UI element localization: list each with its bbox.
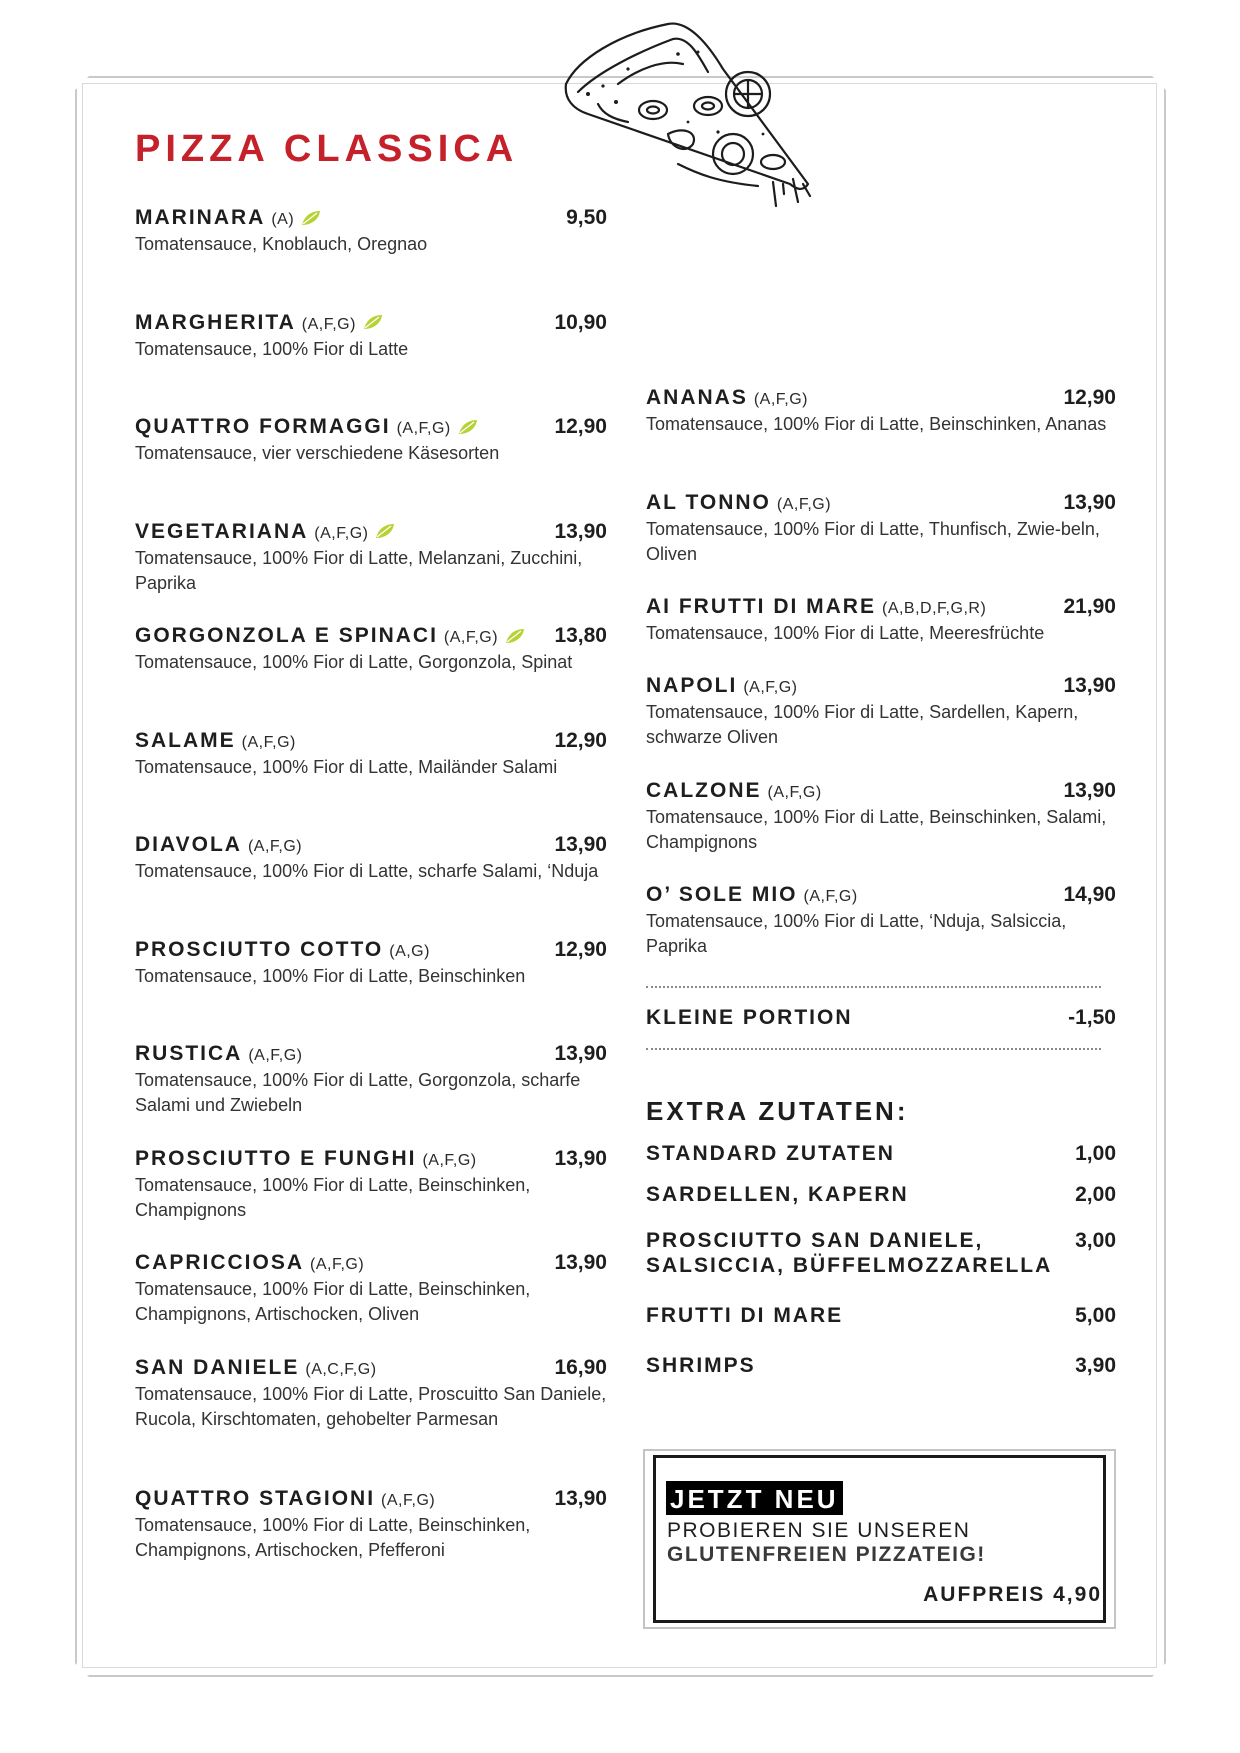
- promo-text: [667, 1519, 986, 1567]
- pizza-slice-illustration: [558, 14, 854, 214]
- menu-item-description: Tomatensauce, 100% Fior di Latte, Proscuitto San Daniele, Rucola, Kirschtomaten, gehobelter Parmesan: [135, 1383, 607, 1429]
- menu-item: [135, 936, 607, 1041]
- menu-item-price: 13,90: [554, 1251, 607, 1274]
- menu-item-name: MARINARA: [135, 206, 266, 229]
- menu-item-name: AI FRUTTI DI MARE: [646, 595, 876, 618]
- menu-item-header: [646, 881, 1116, 909]
- menu-item-allergens: (A,F,G): [743, 679, 798, 696]
- menu-item-name: AL TONNO: [646, 490, 771, 514]
- menu-item-allergens: (A,F,G): [396, 420, 451, 437]
- menu-item-name: SALAME: [135, 728, 236, 752]
- menu-item-header: [135, 622, 607, 650]
- menu-item-header: [135, 1145, 607, 1173]
- menu-item-allergens: (A,F,G): [248, 1047, 303, 1064]
- menu-title: PIZZA CLASSICA: [135, 128, 519, 170]
- menu-item-header: [646, 777, 1116, 805]
- promo-badge: JETZT NEU: [666, 1481, 843, 1515]
- menu-item-description: Tomatensauce, 100% Fior di Latte, Thunfisch, Zwie-beln, Oliven: [646, 518, 1100, 564]
- menu-item-name: PROSCIUTTO COTTO: [135, 937, 384, 961]
- small-portion-label: KLEINE PORTION: [646, 1005, 853, 1029]
- menu-item-description: Tomatensauce, 100% Fior di Latte, Beinschinken, Salami, Champignons: [646, 806, 1107, 852]
- menu-item-description: Tomatensauce, 100% Fior di Latte, Sardellen, Kapern, schwarze Oliven: [646, 702, 1079, 747]
- menu-item-header: [135, 1354, 607, 1382]
- menu-item: [646, 881, 1116, 986]
- menu-item-allergens: (A,F,G): [767, 783, 822, 801]
- menu-item-price: 13,90: [554, 1146, 607, 1170]
- menu-item-name: RUSTICA: [135, 1042, 243, 1065]
- menu-item-price: 13,90: [554, 1042, 607, 1065]
- menu-item-allergens: (A,F,G): [776, 495, 832, 513]
- menu-item-allergens: (A,F,G): [314, 524, 369, 542]
- menu-item-description: Tomatensauce, 100% Fior di Latte, Beinschinken, Champignons: [135, 1174, 531, 1220]
- menu-item: [135, 309, 607, 414]
- menu-item-description: Tomatensauce, 100% Fior di Latte: [135, 338, 409, 359]
- menu-item-name: VEGETARIANA: [135, 519, 309, 543]
- leaf-icon: [300, 209, 322, 227]
- menu-item-header: [135, 936, 607, 964]
- menu-item: [135, 204, 607, 309]
- menu-item-description: Tomatensauce, 100% Fior di Latte, Beinschinken: [135, 965, 526, 986]
- promo-line-1: PROBIEREN SIE UNSEREN: [667, 1519, 971, 1542]
- menu-item-price: 10,90: [554, 310, 607, 334]
- menu-item-allergens: (A,F,G): [247, 838, 303, 855]
- menu-item-header: [135, 413, 607, 441]
- menu-item: [646, 672, 1116, 777]
- menu-item-allergens: (A,F,G): [301, 315, 356, 333]
- promo-line-2: GLUTENFREIEN PIZZATEIG!: [667, 1543, 986, 1566]
- menu-item: [646, 489, 1116, 594]
- extra-row: [646, 1303, 1116, 1353]
- menu-item-description: Tomatensauce, 100% Fior di Latte, Meeresfrüchte: [646, 623, 1045, 643]
- menu-item-price: 13,90: [1063, 674, 1116, 697]
- menu-item-allergens: (A): [271, 211, 295, 228]
- menu-item: [135, 831, 607, 936]
- menu-item-price: 12,90: [554, 937, 607, 961]
- menu-item-name: ANANAS: [646, 386, 748, 409]
- menu-item-price: 16,90: [554, 1355, 607, 1379]
- menu-item-price: 13,90: [1063, 778, 1116, 802]
- menu-item-description: Tomatensauce, 100% Fior di Latte, ‘Nduja, Salsiccia, Paprika: [646, 911, 1067, 956]
- menu-item-name: O’ SOLE MIO: [646, 883, 798, 906]
- menu-item-name: MARGHERITA: [135, 310, 296, 334]
- menu-item-header: [135, 831, 607, 859]
- menu-item-description: Tomatensauce, 100% Fior di Latte, Melanzani, Zucchini, Paprika: [135, 547, 583, 593]
- extra-label: FRUTTI DI MARE: [646, 1303, 844, 1327]
- right-menu-column: [646, 384, 1116, 1393]
- menu-item-allergens: (A,F,G): [443, 629, 499, 646]
- menu-item-price: 9,50: [566, 206, 607, 229]
- small-portion-price: -1,50: [1068, 1005, 1116, 1029]
- extra-price: 1,00: [1075, 1141, 1116, 1165]
- extra-price: 3,90: [1075, 1353, 1116, 1377]
- extra-price: 2,00: [1075, 1182, 1116, 1206]
- menu-item-header: [135, 1040, 607, 1068]
- promo-price: AUFPREIS 4,90: [923, 1583, 1102, 1606]
- menu-item-price: 13,90: [554, 833, 607, 856]
- menu-item-name: QUATTRO STAGIONI: [135, 1486, 376, 1510]
- menu-item-description: Tomatensauce, 100% Fior di Latte, Beinschinken, Ananas: [646, 414, 1107, 434]
- left-menu-column: [135, 204, 607, 1589]
- extra-label: STANDARD ZUTATEN: [646, 1141, 895, 1165]
- extras-title: EXTRA ZUTATEN:: [646, 1095, 909, 1126]
- menu-item-price: 12,90: [1063, 386, 1116, 409]
- leaf-icon: [504, 627, 526, 645]
- menu-item-price: 21,90: [1063, 595, 1116, 618]
- menu-item: [646, 593, 1116, 672]
- menu-item-price: 12,90: [554, 728, 607, 752]
- menu-item-name: CALZONE: [646, 778, 762, 802]
- menu-item-price: 12,90: [554, 415, 607, 438]
- menu-item-allergens: (A,B,D,F,G,R): [881, 600, 987, 617]
- menu-item: [135, 727, 607, 832]
- extra-label: SHRIMPS: [646, 1353, 756, 1377]
- leaf-icon: [457, 418, 479, 436]
- menu-item-allergens: (A,F,G): [310, 1256, 365, 1273]
- menu-item-header: [135, 1249, 607, 1277]
- menu-item-price: 13,80: [554, 624, 607, 647]
- menu-item-header: [135, 518, 607, 546]
- menu-item-price: 13,90: [554, 1486, 607, 1510]
- menu-item-price: 13,90: [1063, 490, 1116, 514]
- menu-item-allergens: (A,F,G): [753, 391, 809, 408]
- menu-item-name: QUATTRO FORMAGGI: [135, 415, 391, 438]
- menu-item-price: 13,90: [554, 519, 607, 543]
- menu-item-description: Tomatensauce, 100% Fior di Latte, Gorgonzola, Spinat: [135, 652, 573, 672]
- menu-item-header: [135, 309, 607, 337]
- extra-row: [646, 1228, 1116, 1303]
- menu-item-header: [646, 672, 1116, 700]
- menu-item-name: CAPRICCIOSA: [135, 1251, 305, 1274]
- menu-item-description: Tomatensauce, 100% Fior di Latte, Mailänder Salami: [135, 756, 558, 777]
- menu-item-description: Tomatensauce, 100% Fior di Latte, Beinschinken, Champignons, Artischocken, Oliven: [135, 1279, 531, 1324]
- menu-item-allergens: (A,F,G): [422, 1151, 477, 1169]
- menu-item-header: [646, 489, 1116, 517]
- menu-item: [646, 777, 1116, 882]
- menu-item: [135, 1145, 607, 1250]
- menu-item-name: DIAVOLA: [135, 833, 242, 856]
- menu-item: [135, 518, 607, 623]
- menu-item-name: GORGONZOLA E SPINACI: [135, 624, 438, 647]
- menu-item: [646, 384, 1116, 489]
- menu-item-description: Tomatensauce, 100% Fior di Latte, Beinschinken, Champignons, Artischocken, Pfefferoni: [135, 1514, 531, 1560]
- leaf-icon: [374, 522, 396, 540]
- menu-item-header: [135, 727, 607, 755]
- menu-item-header: [135, 1485, 607, 1513]
- menu-item-allergens: (A,F,G): [381, 1491, 436, 1509]
- menu-item-header: [646, 384, 1116, 412]
- extra-label: SARDELLEN, KAPERN: [646, 1182, 909, 1206]
- menu-item: [135, 413, 607, 518]
- menu-item: [135, 1249, 607, 1354]
- extra-price: 3,00: [1075, 1228, 1116, 1252]
- menu-item: [135, 1040, 607, 1145]
- menu-item-allergens: (A,G): [389, 942, 430, 960]
- extra-row: [646, 1141, 1116, 1182]
- menu-item-price: 14,90: [1063, 883, 1116, 906]
- menu-item: [135, 1354, 607, 1485]
- leaf-icon: [362, 313, 384, 331]
- menu-item-description: Tomatensauce, vier verschiedene Käsesorten: [135, 443, 500, 463]
- extra-row: [646, 1353, 1116, 1393]
- menu-item-allergens: (A,F,G): [241, 733, 296, 751]
- menu-item: [135, 622, 607, 727]
- menu-item-name: NAPOLI: [646, 674, 738, 697]
- extra-price: 5,00: [1075, 1303, 1116, 1327]
- menu-item-header: [646, 593, 1116, 621]
- extra-row: [646, 1182, 1116, 1228]
- menu-item-allergens: (A,C,F,G): [305, 1360, 377, 1378]
- menu-item: [135, 1485, 607, 1590]
- menu-item-header: [135, 204, 607, 232]
- menu-item-description: Tomatensauce, Knoblauch, Oregnao: [135, 234, 428, 254]
- menu-item-name: SAN DANIELE: [135, 1355, 300, 1379]
- extra-label: PROSCIUTTO SAN DANIELE, SALSICCIA, BÜFFELMOZZARELLA: [646, 1228, 1053, 1277]
- menu-item-description: Tomatensauce, 100% Fior di Latte, Gorgonzola, scharfe Salami und Zwiebeln: [135, 1070, 581, 1115]
- menu-item-description: Tomatensauce, 100% Fior di Latte, scharfe Salami, ‘Nduja: [135, 861, 599, 881]
- small-portion-row: [646, 988, 1116, 1048]
- menu-item-name: PROSCIUTTO E FUNGHI: [135, 1146, 417, 1170]
- menu-item-allergens: (A,F,G): [803, 888, 858, 905]
